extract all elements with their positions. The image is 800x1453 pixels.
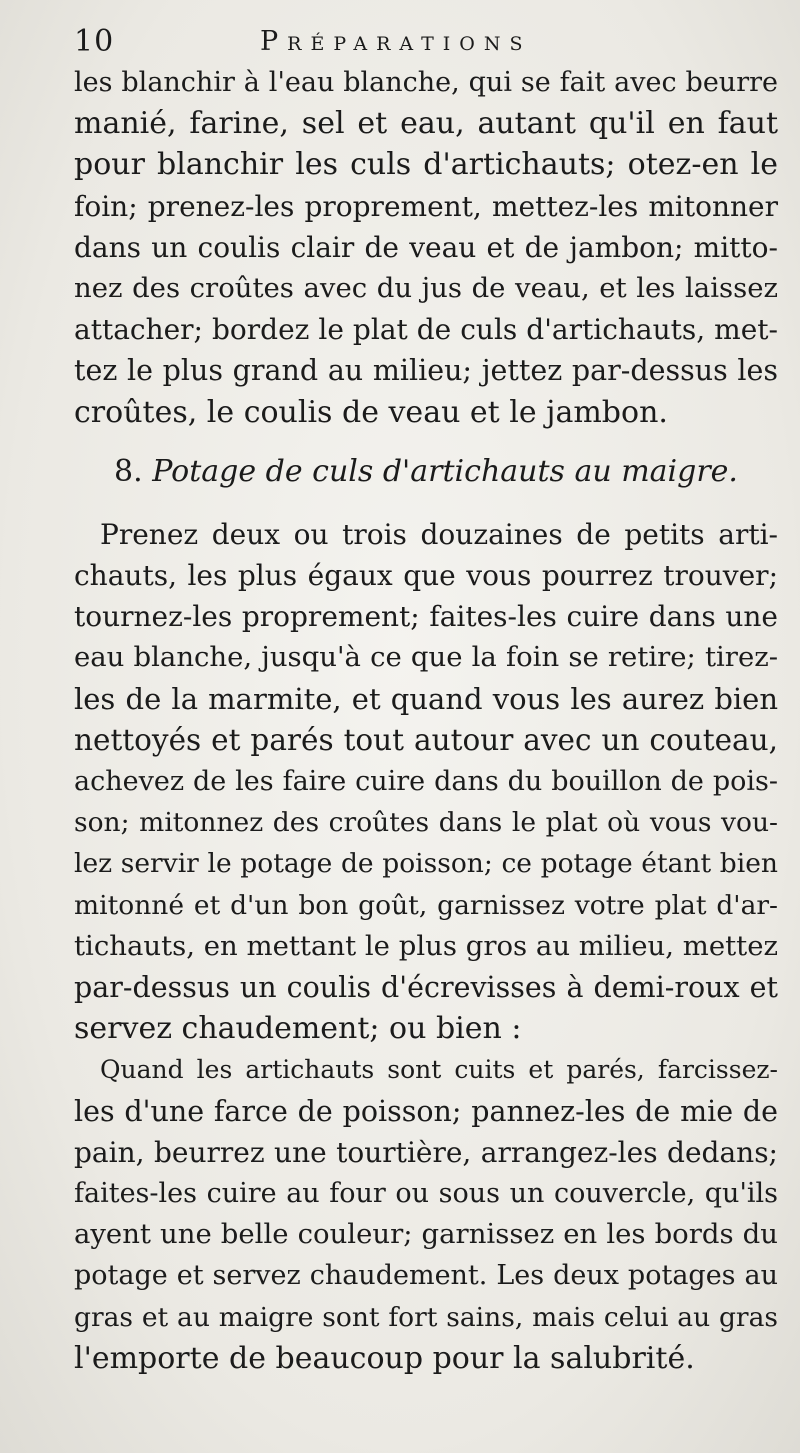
text-line: pour blanchir les culs d'artichauts; otez-en le — [74, 147, 778, 183]
text-line: chauts, les plus égaux que vous pourrez trouver; — [74, 559, 778, 593]
paragraph-continuation — [74, 62, 778, 433]
paragraph-variant — [74, 1049, 778, 1379]
page-header — [74, 18, 774, 62]
text-line: gras et au maigre sont fort sains, mais celui au gras — [74, 1301, 778, 1333]
text-line: ayent une belle couleur; garnissez en les bords du — [74, 1218, 778, 1251]
text-line: les blanchir à l'eau blanche, qui se fait avec beurre — [74, 67, 778, 98]
text-line: potage et servez chaudement. Les deux potages au — [74, 1260, 778, 1292]
text-line: tez le plus grand au milieu; jettez par-dessus les — [74, 354, 778, 388]
page-number: 10 — [74, 24, 115, 59]
section-number: 8. — [114, 453, 143, 489]
text-line: attacher; bordez le plat de culs d'artichauts, met- — [74, 313, 778, 347]
text-line: eau blanche, jusqu'à ce que la foin se retire; tirez- — [74, 641, 778, 674]
text-line: manié, farine, sel et eau, autant qu'il en faut — [74, 106, 778, 142]
text-line: l'emporte de beaucoup pour la salubrité. — [74, 1340, 695, 1376]
text-line: tournez-les proprement; faites-les cuire dans une — [74, 600, 778, 634]
text-line: Prenez deux ou trois douzaines de petits arti- — [100, 517, 778, 551]
text-line: les de la marmite, et quand vous les aurez bien — [74, 681, 778, 716]
paragraph-recipe — [74, 514, 778, 1050]
page-body — [74, 62, 778, 1379]
text-line: dans un coulis clair de veau et de jambon; mitto- — [74, 230, 778, 264]
text-line: achevez de les faire cuire dans du bouillon de pois- — [74, 766, 778, 798]
text-line: les d'une farce de poisson; pannez-les de mie de — [74, 1094, 778, 1128]
text-line: croûtes, le coulis de veau et le jambon. — [74, 394, 668, 430]
text-line: pain, beurrez une tourtière, arrangez-les dedans; — [74, 1135, 778, 1169]
text-line: tichauts, en mettant le plus gros au milieu, mettez — [74, 929, 778, 962]
text-line: foin; prenez-les proprement, mettez-les mitonner — [74, 189, 778, 223]
text-line: lez servir le potage de poisson; ce potage étant bien — [74, 848, 778, 880]
section-title: Potage de culs d'artichauts au maigre. — [152, 453, 738, 489]
text-line: mitonné et d'un bon goût, garnissez votre plat d'ar- — [74, 889, 778, 921]
text-line: nettoyés et parés tout autour avec un couteau, — [74, 722, 778, 757]
text-line: Quand les artichauts sont cuits et parés, farcissez- — [100, 1055, 778, 1085]
text-line: par-dessus un coulis d'écrevisses à demi-roux et — [74, 971, 778, 1005]
text-line: servez chaudement; ou bien : — [74, 1011, 522, 1047]
running-title: Préparations — [260, 26, 532, 57]
section-heading — [74, 451, 778, 492]
text-line: son; mitonnez des croûtes dans le plat où vous vou- — [74, 807, 778, 839]
text-line: faites-les cuire au four ou sous un couvercle, qu'ils — [74, 1178, 778, 1210]
text-line: nez des croûtes avec du jus de veau, et les laissez — [74, 272, 778, 305]
